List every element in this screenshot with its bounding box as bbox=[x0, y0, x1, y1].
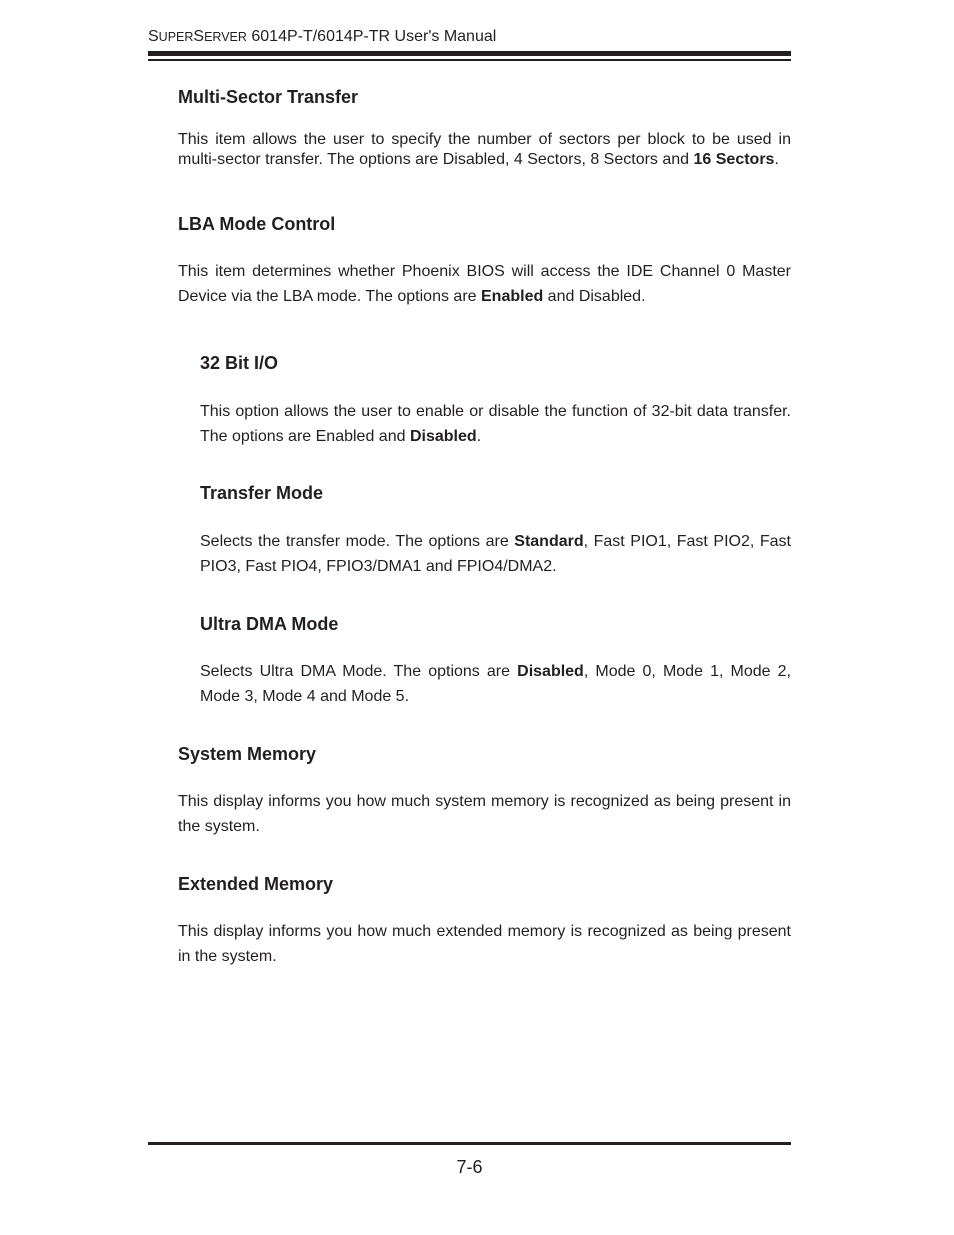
body-bold-text: Disabled bbox=[517, 663, 584, 680]
body-bold-text: Standard bbox=[514, 533, 584, 550]
body-bold-text: Enabled bbox=[481, 288, 544, 305]
section-heading-system-memory: System Memory bbox=[178, 744, 317, 764]
section-body-ultra-dma-mode bbox=[200, 659, 791, 709]
section-heading-extended-memory: Extended Memory bbox=[178, 874, 334, 894]
header-s2: S bbox=[193, 28, 205, 45]
running-header bbox=[148, 27, 496, 47]
section-body-extended-memory bbox=[178, 919, 791, 969]
body-text: . bbox=[774, 151, 779, 168]
footer-rule bbox=[148, 1142, 791, 1145]
body-text: This item allows the user to specify the number of sectors per block to be used in multi-sector transfer. The options are Disabled, 4 Sectors, 8 Sectors and bbox=[178, 131, 791, 168]
body-text: This display informs you how much extended memory is recognized as being present in the system. bbox=[178, 923, 791, 965]
section-body-lba-mode-control bbox=[178, 259, 791, 309]
header-uper: UPER bbox=[158, 30, 194, 44]
header-s1: S bbox=[148, 28, 159, 45]
section-heading-transfer-mode: Transfer Mode bbox=[200, 483, 324, 503]
body-text: This item determines whether Phoenix BIOS will access the IDE Channel 0 Master Device via the LBA mode. The options are bbox=[178, 263, 791, 305]
body-text: Selects Ultra DMA Mode. The options are bbox=[200, 663, 518, 680]
header-erver: ERVER bbox=[204, 30, 247, 44]
body-text: and Disabled. bbox=[543, 288, 646, 305]
body-bold-text: 16 Sectors bbox=[693, 151, 775, 168]
body-text: Selects the transfer mode. The options are bbox=[200, 533, 515, 550]
body-bold-text: Disabled bbox=[409, 428, 477, 445]
section-body-multi-sector-transfer bbox=[178, 130, 791, 170]
section-heading-32-bit-io: 32 Bit I/O bbox=[200, 353, 279, 373]
header-rest: 6014P-T/6014P-TR User's Manual bbox=[246, 28, 497, 45]
section-body-32-bit-io bbox=[200, 399, 791, 449]
body-text: This display informs you how much system memory is recognized as being present in the system. bbox=[178, 793, 791, 835]
page-number: 7-6 bbox=[456, 1157, 483, 1177]
header-rule-thin bbox=[148, 59, 791, 61]
section-body-system-memory bbox=[178, 789, 791, 839]
body-text: , Fast PIO1, Fast PIO2, Fast PIO3, Fast PIO4, FPIO3/DMA1 and FPIO4/DMA2. bbox=[200, 533, 791, 575]
section-heading-multi-sector-transfer: Multi-Sector Transfer bbox=[178, 87, 359, 107]
body-text: , Mode 0, Mode 1, Mode 2, Mode 3, Mode 4 and Mode 5. bbox=[200, 663, 792, 705]
section-heading-lba-mode-control: LBA Mode Control bbox=[178, 214, 336, 234]
body-text: This option allows the user to enable or disable the function of 32-bit data transfer. The options are Enabled and bbox=[200, 403, 791, 445]
section-heading-ultra-dma-mode: Ultra DMA Mode bbox=[200, 614, 339, 634]
section-body-transfer-mode bbox=[200, 529, 791, 579]
header-rule-thick bbox=[148, 51, 791, 56]
body-text: . bbox=[476, 428, 482, 445]
